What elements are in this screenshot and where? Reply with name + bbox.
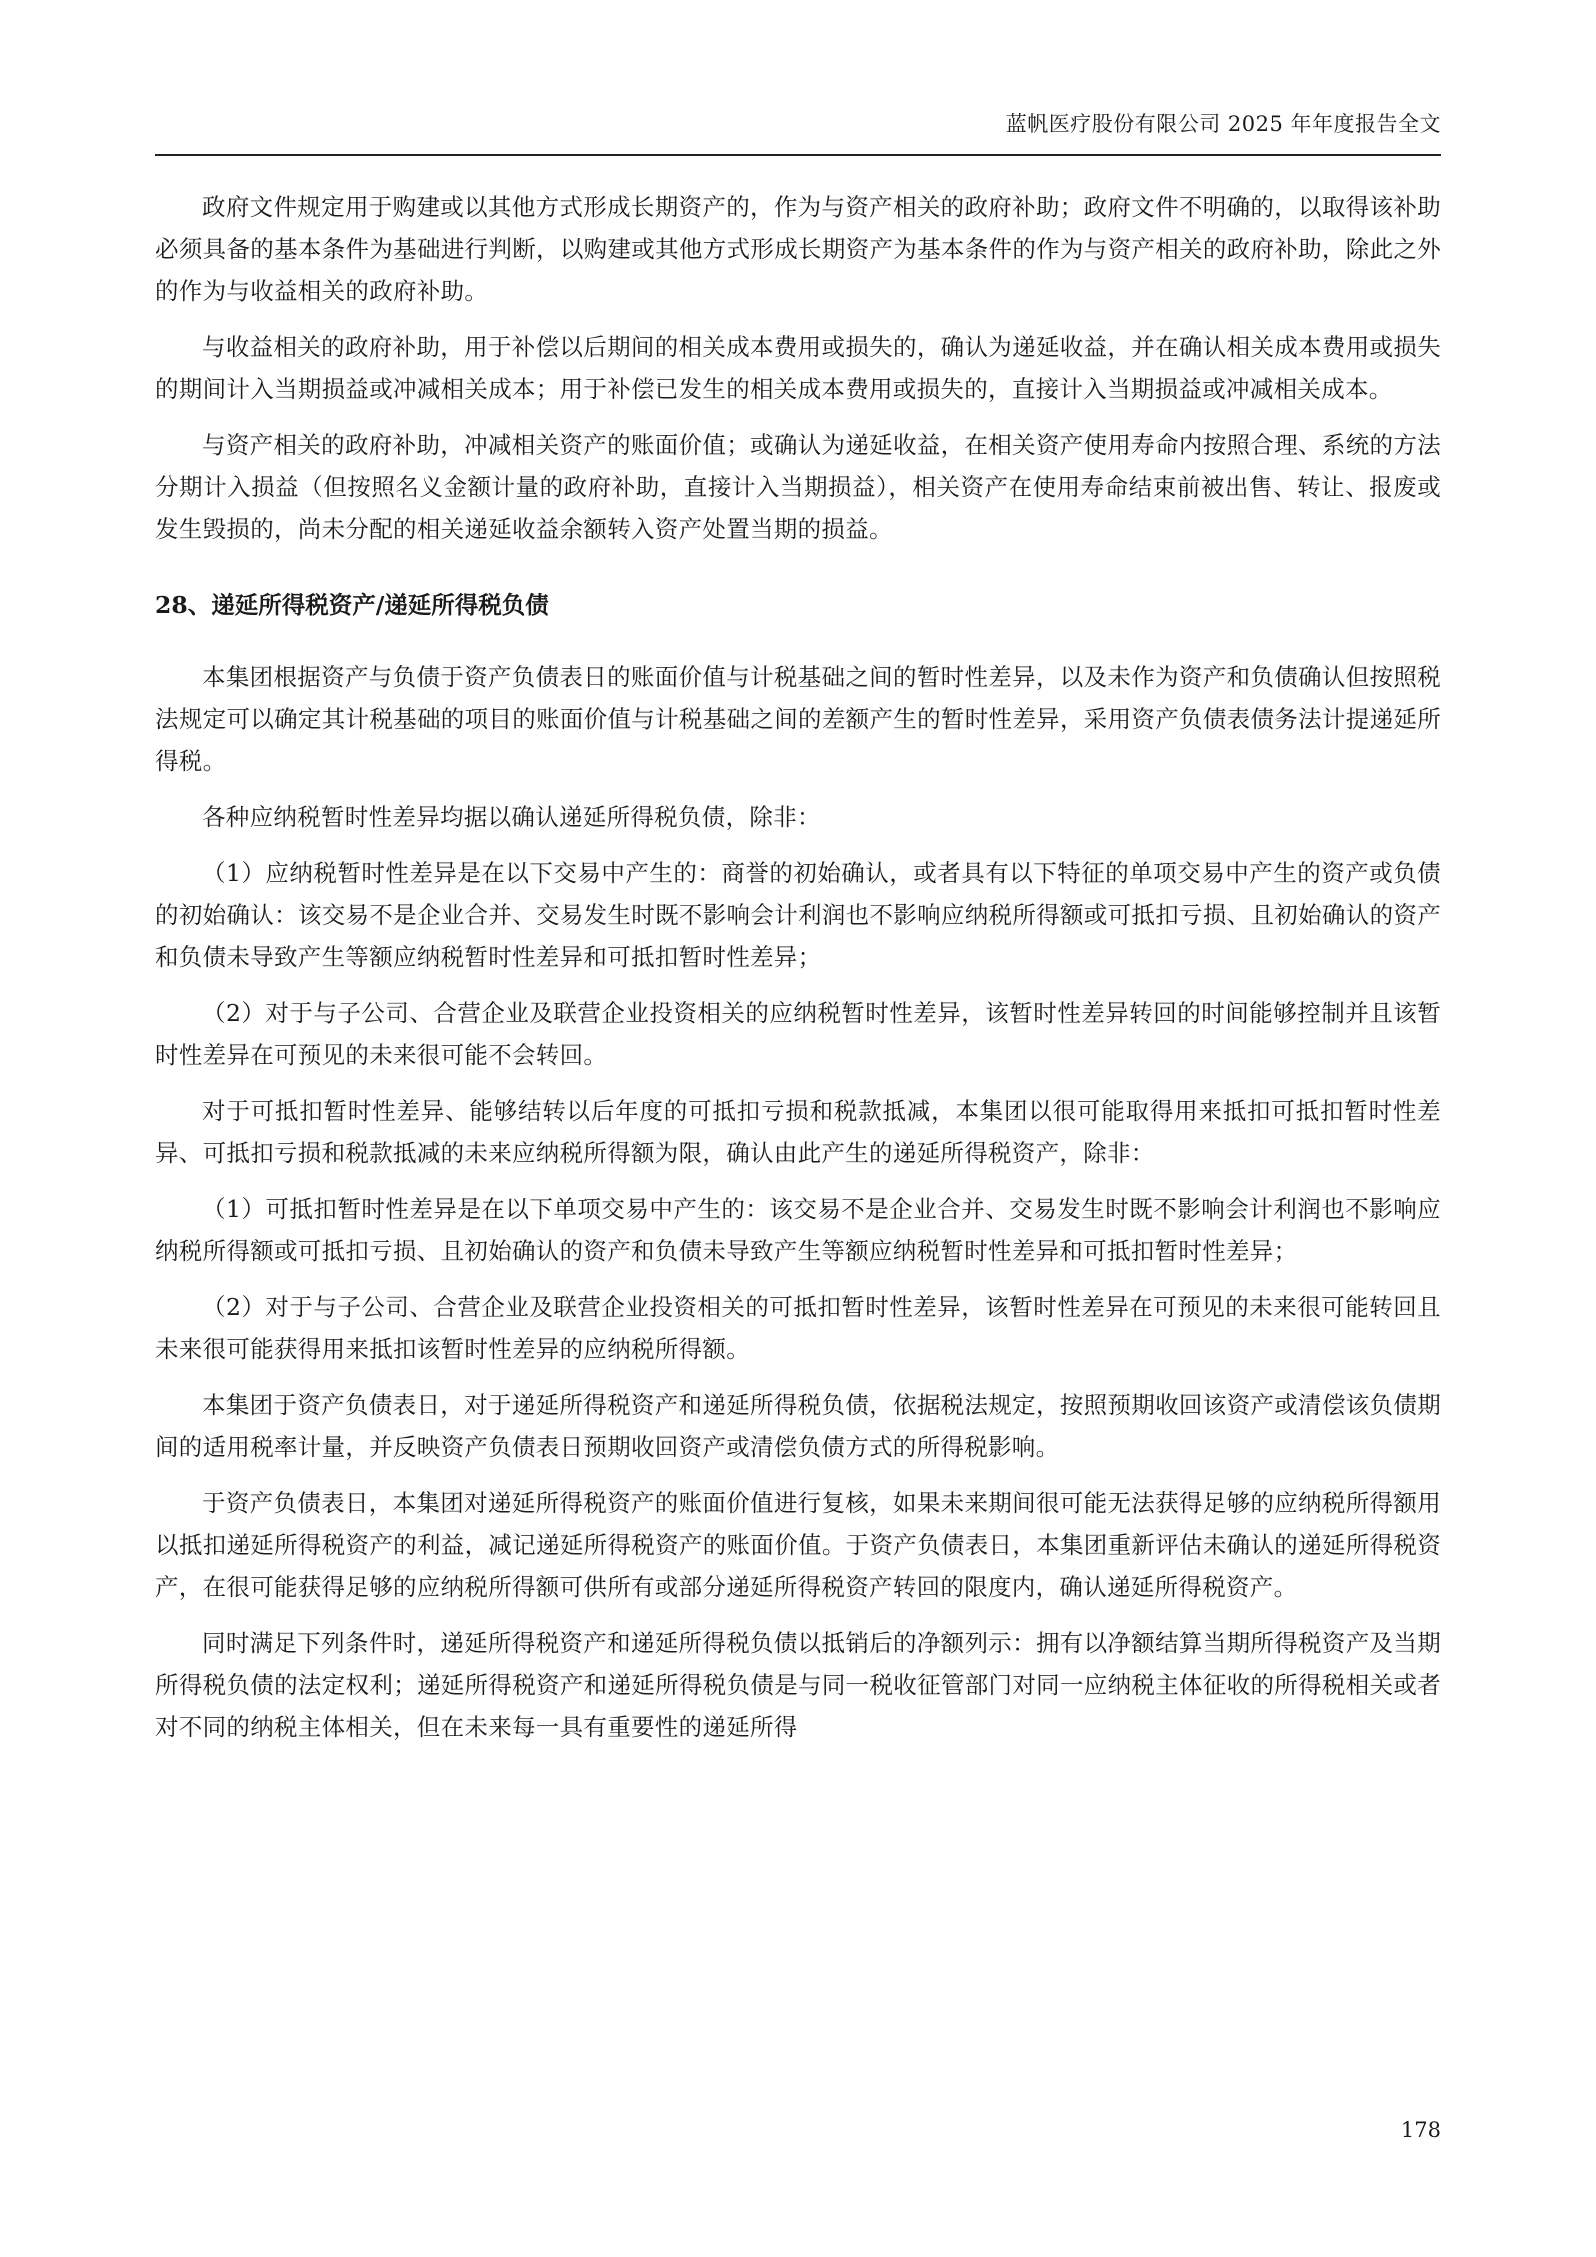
paragraph: 本集团根据资产与负债于资产负债表日的账面价值与计税基础之间的暂时性差异，以及未作为资产和负债确认但按照税法规定可以确定其计税基础的项目的账面价值与计税基础之间的差额产生的暂时性差异，采用资产负债表债务法计提递延所得税。 [155, 663, 1441, 775]
list-item: （1）可抵扣暂时性差异是在以下单项交易中产生的：该交易不是企业合并、交易发生时既不影响会计利润也不影响应纳税所得额或可抵扣亏损、且初始确认的资产和负债未导致产生等额应纳税暂时性差异和可抵扣暂时性差异； [155, 1195, 1441, 1265]
paragraph: 与资产相关的政府补助，冲减相关资产的账面价值；或确认为递延收益，在相关资产使用寿命内按照合理、系统的方法分期计入损益（但按照名义金额计量的政府补助，直接计入当期损益），相关资产在使用寿命结束前被出售、转让、报废或发生毁损的，尚未分配的相关递延收益余额转入资产处置当期的损益。 [155, 431, 1441, 543]
paragraph: 于资产负债表日，本集团对递延所得税资产的账面价值进行复核，如果未来期间很可能无法获得足够的应纳税所得额用以抵扣递延所得税资产的利益，减记递延所得税资产的账面价值。于资产负债表日，本集团重新评估未确认的递延所得税资产，在很可能获得足够的应纳税所得额可供所有或部分递延所得税资产转回的限度内，确认递延所得税资产。 [155, 1489, 1441, 1601]
page-number: 178 [1400, 2118, 1441, 2142]
paragraph: 本集团于资产负债表日，对于递延所得税资产和递延所得税负债，依据税法规定，按照预期收回该资产或清偿该负债期间的适用税率计量，并反映资产负债表日预期收回资产或清偿负债方式的所得税影响。 [155, 1391, 1441, 1461]
list-item: （2）对于与子公司、合营企业及联营企业投资相关的可抵扣暂时性差异，该暂时性差异在可预见的未来很可能转回且未来很可能获得用来抵扣该暂时性差异的应纳税所得额。 [155, 1293, 1441, 1363]
list-item: （2）对于与子公司、合营企业及联营企业投资相关的应纳税暂时性差异，该暂时性差异转回的时间能够控制并且该暂时性差异在可预见的未来很可能不会转回。 [155, 999, 1441, 1069]
section-heading: 28、递延所得税资产/递延所得税负债 [155, 591, 549, 619]
list-item: （1）应纳税暂时性差异是在以下交易中产生的：商誉的初始确认，或者具有以下特征的单项交易中产生的资产或负债的初始确认：该交易不是企业合并、交易发生时既不影响会计利润也不影响应纳税所得额或可抵扣亏损、且初始确认的资产和负债未导致产生等额应纳税暂时性差异和可抵扣暂时性差异； [155, 859, 1441, 971]
paragraph: 与收益相关的政府补助，用于补偿以后期间的相关成本费用或损失的，确认为递延收益，并在确认相关成本费用或损失的期间计入当期损益或冲减相关成本；用于补偿已发生的相关成本费用或损失的，直接计入当期损益或冲减相关成本。 [155, 333, 1441, 403]
page-header [155, 108, 1441, 156]
report-title: 蓝帆医疗股份有限公司 2025 年年度报告全文 [1005, 112, 1441, 136]
page-content [155, 186, 1441, 1762]
paragraph: 政府文件规定用于购建或以其他方式形成长期资产的，作为与资产相关的政府补助；政府文件不明确的，以取得该补助必须具备的基本条件为基础进行判断，以购建或其他方式形成长期资产为基本条件的作为与资产相关的政府补助，除此之外的作为与收益相关的政府补助。 [155, 193, 1441, 305]
paragraph: 同时满足下列条件时，递延所得税资产和递延所得税负债以抵销后的净额列示：拥有以净额结算当期所得税资产及当期所得税负债的法定权利；递延所得税资产和递延所得税负债是与同一税收征管部门对同一应纳税主体征收的所得税相关或者对不同的纳税主体相关，但在未来每一具有重要性的递延所得 [155, 1629, 1441, 1741]
paragraph: 对于可抵扣暂时性差异、能够结转以后年度的可抵扣亏损和税款抵减，本集团以很可能取得用来抵扣可抵扣暂时性差异、可抵扣亏损和税款抵减的未来应纳税所得额为限，确认由此产生的递延所得税资产，除非： [155, 1097, 1441, 1167]
paragraph: 各种应纳税暂时性差异均据以确认递延所得税负债，除非： [202, 803, 821, 831]
